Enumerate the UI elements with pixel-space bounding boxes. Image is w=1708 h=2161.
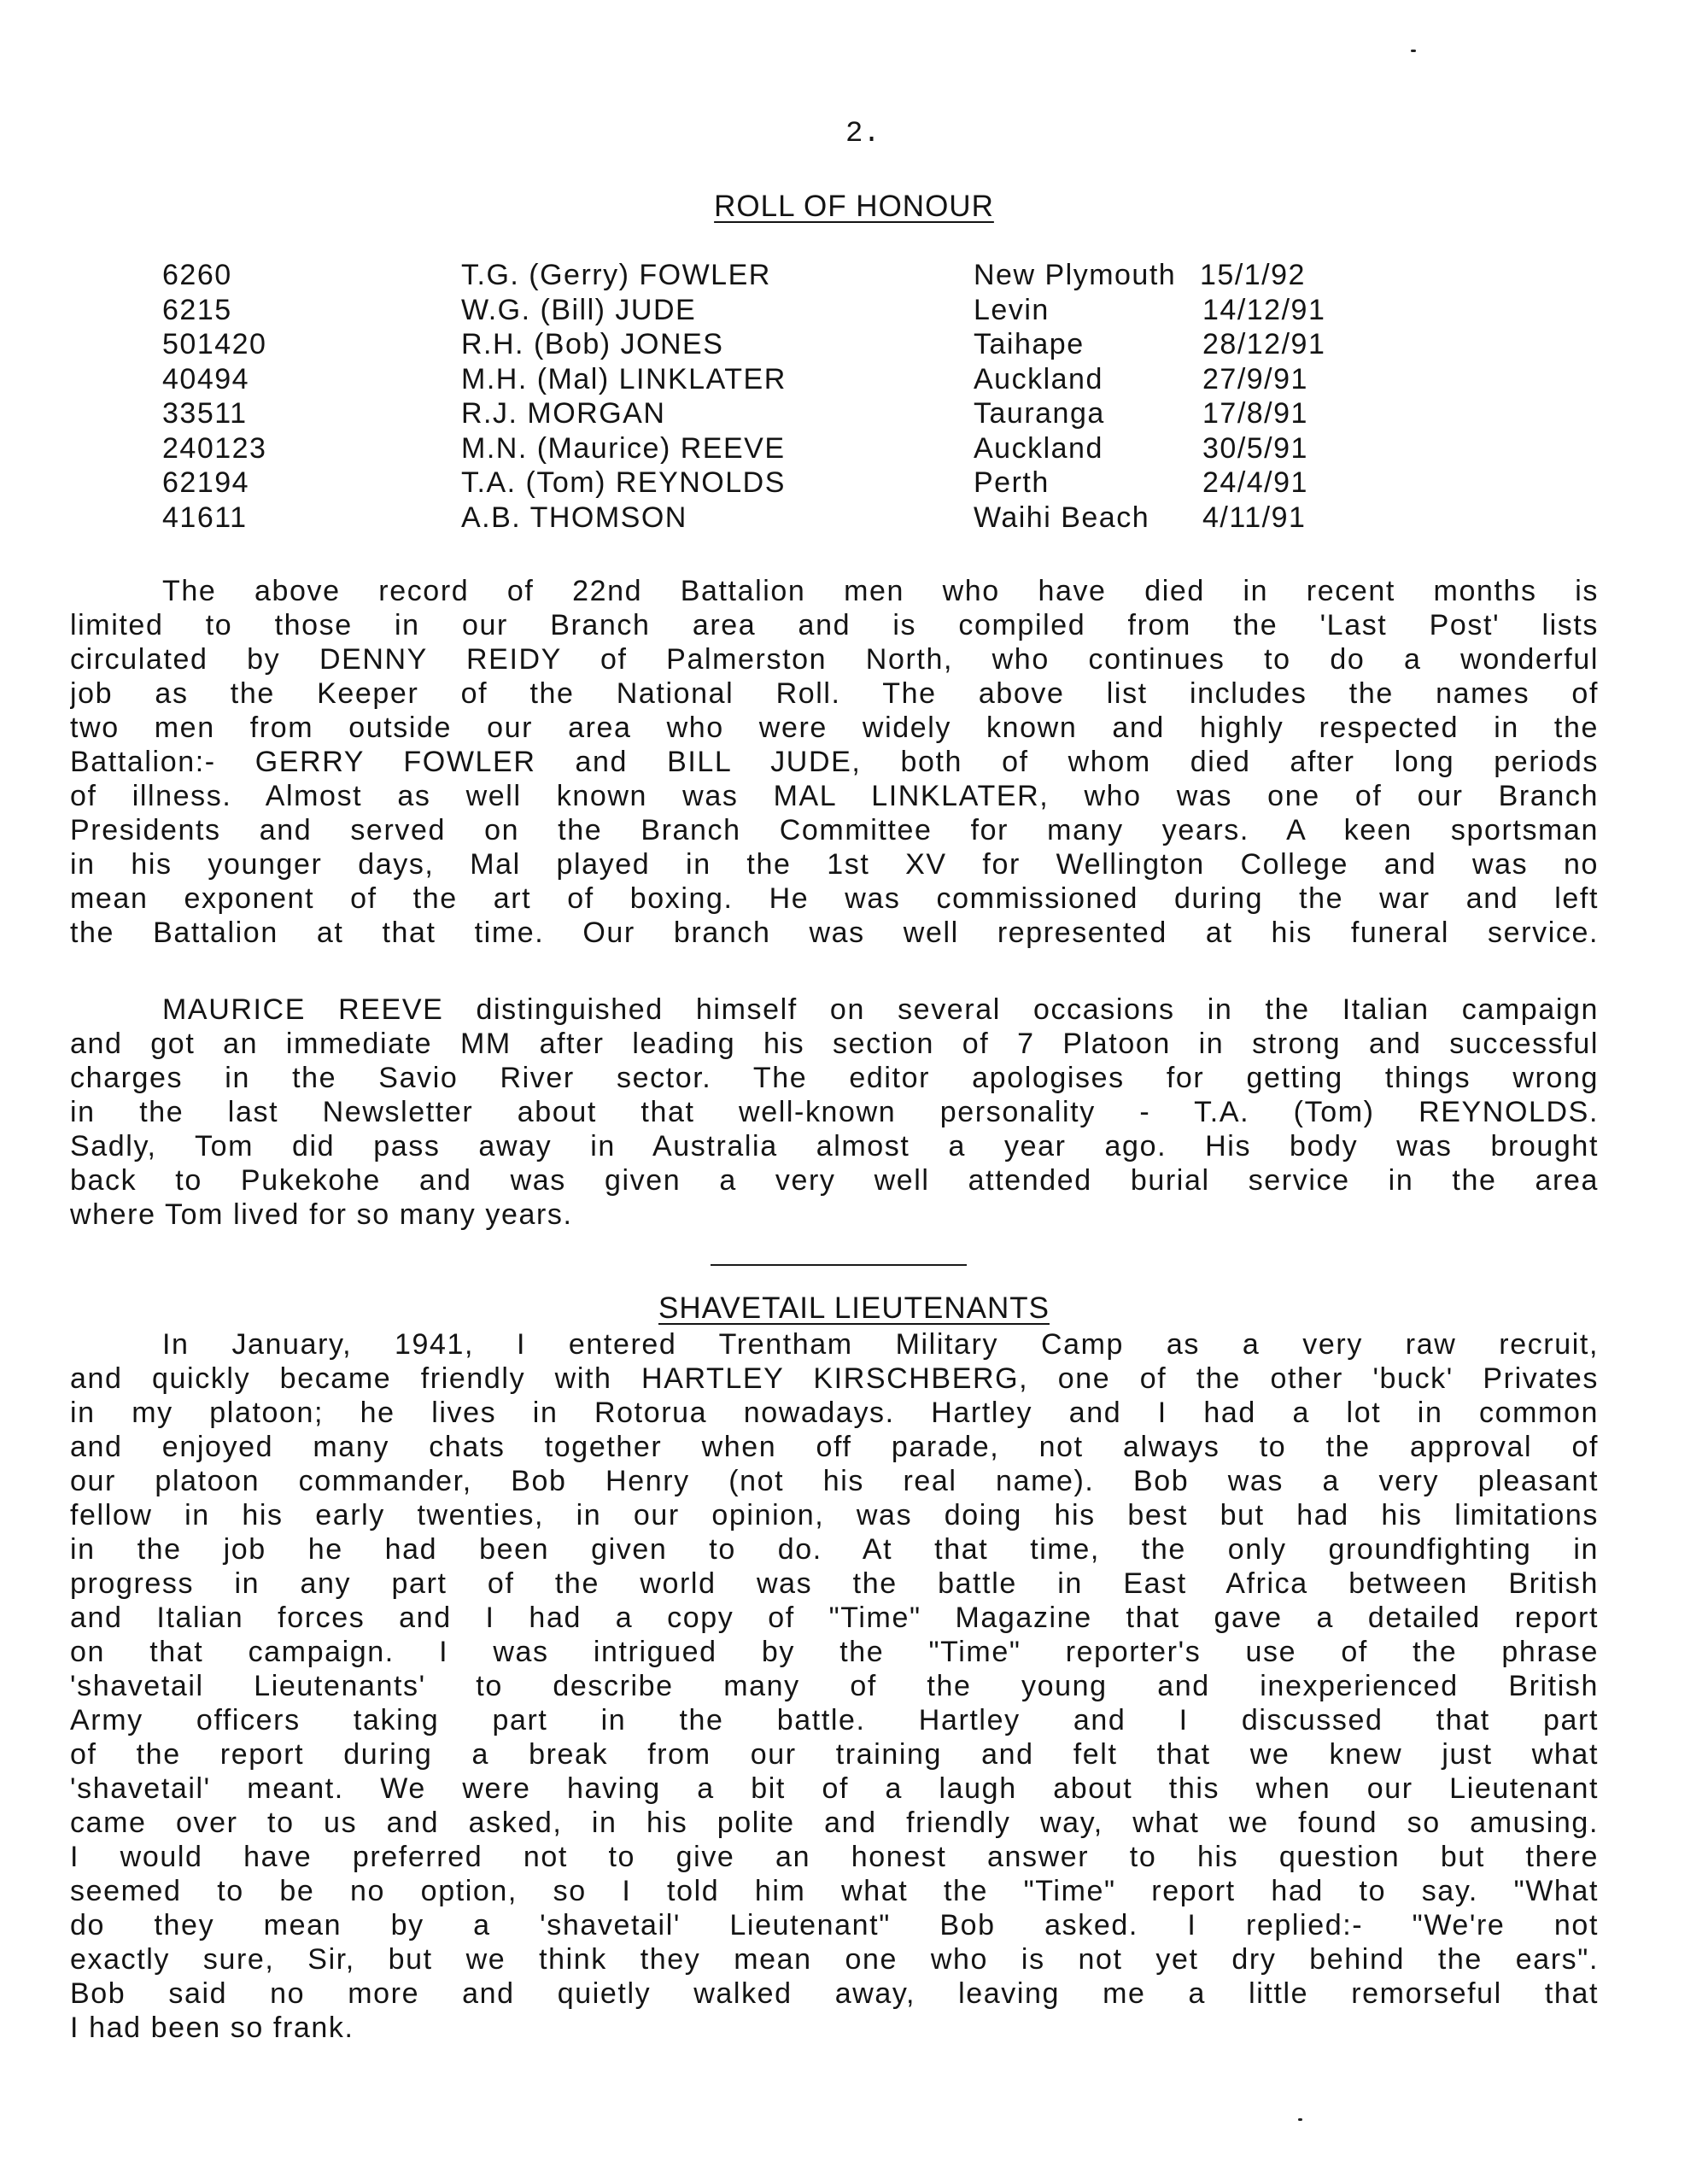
service-number: 62194 (162, 466, 250, 499)
text-line: I had been so frank. (70, 2012, 354, 2044)
service-number: 33511 (162, 397, 248, 430)
text-line: two men from outside our area who were widely known and highly respected in the (70, 712, 1599, 744)
text-line: our platoon commander, Bob Henry (not his real name). Bob was a very pleasant (70, 1465, 1599, 1497)
soldier-name: A.B. THOMSON (461, 501, 687, 534)
date-of-death: 24/4/91 (1202, 466, 1308, 499)
text-line: mean exponent of the art of boxing. He was commissioned during the war and left (70, 882, 1599, 915)
text-line: job as the Keeper of the National Roll. The above list includes the names of (70, 677, 1599, 710)
service-number: 41611 (162, 501, 248, 534)
date-of-death: 15/1/92 (1200, 259, 1306, 291)
text-line: Presidents and served on the Branch Committee for many years. A keen sportsman (70, 814, 1599, 846)
text-line: of illness. Almost as well known was MAL LINKLATER, who was one of our Branch (70, 780, 1599, 812)
text-line: Bob said no more and quietly walked away, leaving me a little remorseful that (70, 1977, 1599, 2010)
page-number: 2. (845, 118, 880, 150)
roll-of-honour-paragraph-2 (70, 993, 1599, 1232)
date-of-death: 28/12/91 (1202, 328, 1326, 360)
roll-entry (162, 466, 1375, 501)
service-number: 6260 (162, 259, 232, 291)
roll-of-honour-list (162, 258, 1375, 535)
text-line: limited to those in our Branch area and is compiled from the 'Last Post' lists (70, 609, 1599, 641)
text-line: where Tom lived for so many years. (70, 1198, 573, 1231)
text-line: and quickly became friendly with HARTLEY KIRSCHBERG, one of the other 'buck' Privates (70, 1362, 1599, 1395)
text-line: the Battalion at that time. Our branch was well represented at his funeral service. (70, 917, 1599, 949)
text-line: of the report during a break from our training and felt that we knew just what (70, 1738, 1599, 1771)
roll-entry (162, 258, 1375, 293)
text-line: charges in the Savio River sector. The editor apologises for getting things wrong (70, 1062, 1599, 1094)
text-line: I would have preferred not to give an honest answer to his question but there (70, 1841, 1599, 1873)
section-divider (711, 1264, 967, 1266)
place-of-death: Perth (974, 466, 1050, 499)
shavetail-title: SHAVETAIL LIEUTENANTS (658, 1291, 1050, 1325)
text-line: 'shavetail Lieutenants' to describe many of the young and inexperienced British (70, 1670, 1599, 1702)
text-line: in the last Newsletter about that well-known personality - T.A. (Tom) REYNOLDS. (70, 1096, 1599, 1128)
roll-of-honour-heading (0, 190, 1708, 224)
text-line: Battalion:- GERRY FOWLER and BILL JUDE, both of whom died after long periods (70, 746, 1599, 778)
place-of-death: Waihi Beach (974, 501, 1150, 534)
text-line: on that campaign. I was intrigued by the "Time" reporter's use of the phrase (70, 1636, 1599, 1668)
place-of-death: Auckland (974, 431, 1103, 465)
service-number: 6215 (162, 293, 232, 326)
scan-speck (1298, 2118, 1302, 2121)
shavetail-heading (0, 1291, 1708, 1326)
roll-entry (162, 293, 1375, 328)
text-line: came over to us and asked, in his polite and friendly way, what we found so amusing. (70, 1807, 1599, 1839)
soldier-name: M.H. (Mal) LINKLATER (461, 362, 787, 395)
roll-entry (162, 327, 1375, 362)
roll-of-honour-title: ROLL OF HONOUR (714, 190, 994, 223)
text-line: in my platoon; he lives in Rotorua nowadays. Hartley and I had a lot in common (70, 1397, 1599, 1429)
text-line: In January, 1941, I entered Trentham Military Camp as a very raw recruit, (162, 1328, 1599, 1361)
text-line: exactly sure, Sir, but we think they mean one who is not yet dry behind the ears". (70, 1943, 1599, 1976)
date-of-death: 27/9/91 (1202, 362, 1308, 395)
place-of-death: Taihape (974, 328, 1085, 360)
date-of-death: 14/12/91 (1202, 293, 1326, 326)
text-line: Army officers taking part in the battle. Hartley and I discussed that part (70, 1704, 1599, 1736)
shavetail-paragraph (70, 1327, 1599, 2045)
date-of-death: 30/5/91 (1202, 431, 1308, 465)
text-line: seemed to be no option, so I told him what the "Time" report had to say. "What (70, 1875, 1599, 1907)
roll-entry (162, 431, 1375, 466)
text-line: fellow in his early twenties, in our opinion, was doing his best but had his limitations (70, 1499, 1599, 1531)
roll-entry (162, 501, 1375, 536)
roll-entry (162, 362, 1375, 397)
text-line: Sadly, Tom did pass away in Australia almost a year ago. His body was brought (70, 1130, 1599, 1162)
text-line: The above record of 22nd Battalion men who have died in recent months is (162, 575, 1599, 607)
soldier-name: T.A. (Tom) REYNOLDS (461, 466, 786, 499)
text-line: circulated by DENNY REIDY of Palmerston North, who continues to do a wonderful (70, 643, 1599, 676)
text-line: progress in any part of the world was the battle in East Africa between British (70, 1567, 1599, 1600)
text-line: and Italian forces and I had a copy of "Time" Magazine that gave a detailed report (70, 1602, 1599, 1634)
text-line: in the job he had been given to do. At that time, the only groundfighting in (70, 1533, 1599, 1566)
soldier-name: W.G. (Bill) JUDE (461, 293, 697, 326)
text-line: and got an immediate MM after leading his section of 7 Platoon in strong and successful (70, 1028, 1599, 1060)
roll-entry (162, 396, 1375, 431)
soldier-name: T.G. (Gerry) FOWLER (461, 259, 771, 291)
place-of-death: Auckland (974, 362, 1103, 395)
place-of-death: Tauranga (974, 397, 1105, 430)
date-of-death: 4/11/91 (1202, 501, 1307, 534)
text-line: 'shavetail' meant. We were having a bit of a laugh about this when our Lieutenant (70, 1772, 1599, 1805)
soldier-name: R.H. (Bob) JONES (461, 328, 724, 360)
place-of-death: New Plymouth (974, 259, 1177, 291)
text-line: and enjoyed many chats together when off parade, not always to the approval of (70, 1431, 1599, 1463)
soldier-name: M.N. (Maurice) REEVE (461, 431, 786, 465)
roll-of-honour-paragraph-1 (70, 574, 1599, 950)
text-line: do they mean by a 'shavetail' Lieutenant" Bob asked. I replied:- "We're not (70, 1909, 1599, 1941)
place-of-death: Levin (974, 293, 1050, 326)
text-line: in his younger days, Mal played in the 1st XV for Wellington College and was no (70, 848, 1599, 881)
service-number: 240123 (162, 431, 267, 465)
text-line: MAURICE REEVE distinguished himself on several occasions in the Italian campaign (162, 993, 1599, 1026)
text-line: back to Pukekohe and was given a very well attended burial service in the area (70, 1164, 1599, 1197)
service-number: 501420 (162, 328, 267, 360)
soldier-name: R.J. MORGAN (461, 397, 666, 430)
service-number: 40494 (162, 362, 250, 395)
scan-speck (1411, 50, 1416, 52)
date-of-death: 17/8/91 (1202, 397, 1308, 430)
